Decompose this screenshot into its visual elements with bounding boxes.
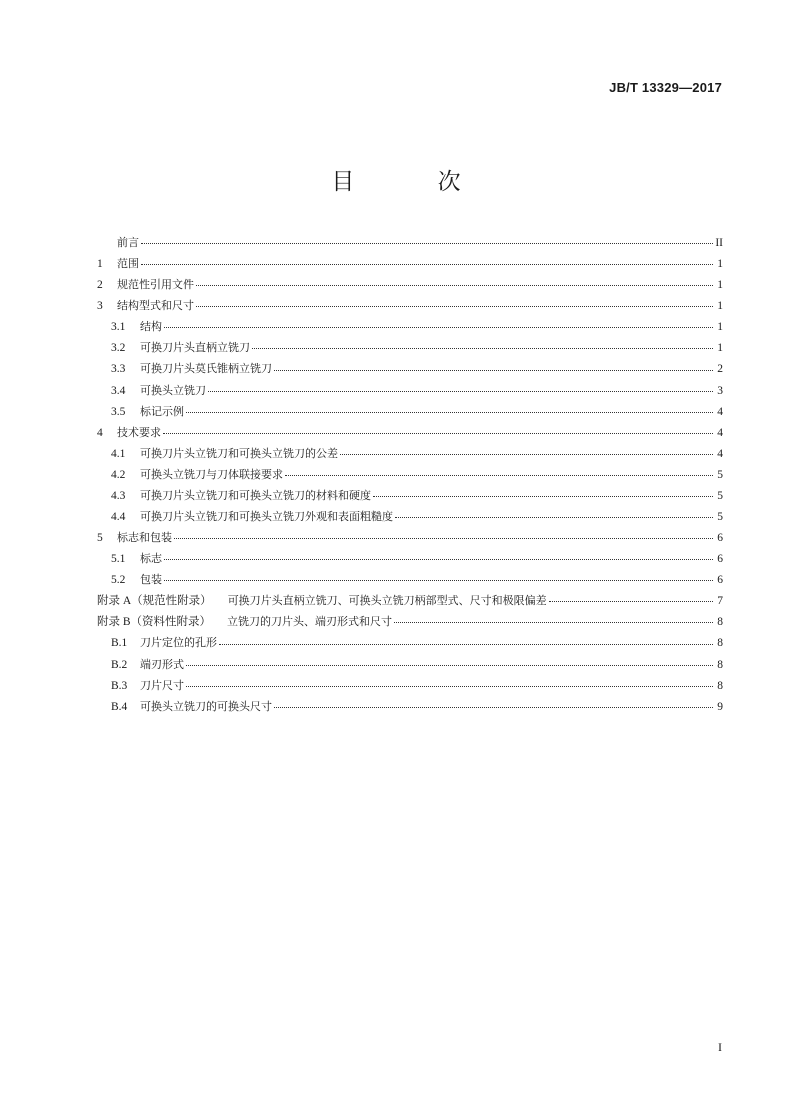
toc-entry-number: 1 bbox=[97, 258, 103, 271]
toc-entry[interactable] bbox=[97, 422, 723, 443]
toc-entry-label: 可换头立铣刀 bbox=[140, 383, 206, 397]
page-number: I bbox=[718, 1040, 722, 1054]
toc-entry[interactable] bbox=[97, 401, 723, 422]
dot-leader bbox=[174, 537, 713, 539]
toc-entry-number: B.3 bbox=[111, 679, 128, 692]
dot-leader bbox=[186, 685, 713, 687]
standard-code: JB/T 13329—2017 bbox=[609, 80, 722, 95]
toc-entry-label: 可换头立铣刀与刀体联接要求 bbox=[140, 467, 283, 481]
toc-entry-number: 2 bbox=[97, 279, 103, 292]
toc-entry-number: 4 bbox=[97, 426, 103, 439]
toc-entry-number: B.1 bbox=[111, 637, 128, 650]
toc-entry[interactable] bbox=[97, 295, 723, 316]
toc-entry[interactable] bbox=[97, 675, 723, 696]
toc-entry-number: 3.4 bbox=[111, 384, 126, 397]
toc-entry-number: 5.2 bbox=[111, 574, 126, 587]
toc-entry-page: 8 bbox=[717, 616, 723, 629]
toc-entry-number: 附录 B（资料性附录） bbox=[97, 616, 212, 629]
toc-entry-label: 标志和包装 bbox=[117, 531, 172, 545]
toc-entry-label: 范围 bbox=[117, 257, 139, 271]
toc-entry-number: 3 bbox=[97, 300, 103, 313]
toc-entry[interactable] bbox=[97, 548, 723, 569]
toc-entry[interactable] bbox=[97, 506, 723, 527]
toc-entry[interactable] bbox=[97, 380, 723, 401]
toc-entry-label: 技术要求 bbox=[117, 425, 161, 439]
toc-entry-number: 3.1 bbox=[111, 321, 126, 334]
toc-entry-number: 4.4 bbox=[111, 511, 126, 524]
dot-leader bbox=[163, 432, 713, 434]
dot-leader bbox=[285, 474, 713, 476]
toc-entry-page: 1 bbox=[717, 300, 723, 313]
toc-entry[interactable] bbox=[97, 253, 723, 274]
toc-entry[interactable] bbox=[97, 569, 723, 590]
toc-entry-label: 包装 bbox=[140, 573, 162, 587]
toc-entry-label: 可换刀片头立铣刀和可换头立铣刀的材料和硬度 bbox=[140, 488, 371, 502]
dot-leader bbox=[549, 600, 713, 602]
toc-entry-label: 可换刀片头直柄立铣刀 bbox=[140, 341, 250, 355]
dot-leader bbox=[373, 495, 713, 497]
table-of-contents bbox=[97, 232, 723, 717]
toc-entry-page: 1 bbox=[717, 279, 723, 292]
dot-leader bbox=[208, 390, 713, 392]
toc-entry-number: 3.5 bbox=[111, 405, 126, 418]
toc-entry[interactable] bbox=[97, 485, 723, 506]
toc-entry-number: 3.2 bbox=[111, 342, 126, 355]
toc-entry-page: 5 bbox=[717, 489, 723, 502]
dot-leader bbox=[219, 643, 713, 645]
dot-leader bbox=[141, 263, 713, 265]
toc-entry-page: 5 bbox=[717, 468, 723, 481]
toc-entry[interactable] bbox=[97, 632, 723, 653]
toc-entry[interactable] bbox=[97, 611, 723, 632]
toc-entry-label: 可换刀片头立铣刀和可换头立铣刀外观和表面粗糙度 bbox=[140, 510, 393, 524]
dot-leader bbox=[252, 347, 713, 349]
toc-entry-page: 5 bbox=[717, 511, 723, 524]
toc-entry[interactable] bbox=[97, 443, 723, 464]
toc-entry-label: 端刃形式 bbox=[140, 657, 184, 671]
toc-entry-page: 4 bbox=[717, 405, 723, 418]
toc-entry[interactable] bbox=[97, 696, 723, 717]
dot-leader bbox=[340, 453, 713, 455]
toc-entry-label: 标志 bbox=[140, 552, 162, 566]
page-title: 目 次 bbox=[331, 169, 499, 195]
dot-leader bbox=[196, 305, 713, 307]
toc-entry-label: 规范性引用文件 bbox=[117, 278, 194, 292]
toc-entry[interactable] bbox=[97, 358, 723, 379]
toc-entry[interactable] bbox=[97, 337, 723, 358]
toc-entry-page: 7 bbox=[717, 595, 723, 608]
toc-entry[interactable] bbox=[97, 232, 723, 253]
toc-entry-label: 刀片尺寸 bbox=[140, 678, 184, 692]
toc-entry-page: II bbox=[715, 237, 723, 249]
toc-entry-number: 附录 A（规范性附录） bbox=[97, 595, 212, 608]
toc-entry-page: 3 bbox=[717, 384, 723, 397]
toc-entry-label: 标记示例 bbox=[140, 404, 184, 418]
toc-entry-label: 可换刀片头直柄立铣刀、可换头立铣刀柄部型式、尺寸和极限偏差 bbox=[227, 594, 547, 608]
toc-entry-number: 5 bbox=[97, 532, 103, 545]
dot-leader bbox=[395, 516, 713, 518]
toc-entry-page: 4 bbox=[717, 447, 723, 460]
dot-leader bbox=[196, 284, 713, 286]
toc-entry-page: 2 bbox=[717, 363, 723, 376]
toc-entry[interactable] bbox=[97, 654, 723, 675]
toc-entry-page: 6 bbox=[717, 532, 723, 545]
toc-entry-page: 6 bbox=[717, 553, 723, 566]
toc-entry-label: 结构 bbox=[140, 320, 162, 334]
dot-leader bbox=[394, 621, 713, 623]
toc-entry-label: 立铣刀的刀片头、端刃形式和尺寸 bbox=[227, 615, 393, 629]
toc-entry-label: 前言 bbox=[117, 236, 139, 249]
toc-entry[interactable] bbox=[97, 316, 723, 337]
dot-leader bbox=[141, 242, 713, 244]
toc-entry-label: 可换刀片头立铣刀和可换头立铣刀的公差 bbox=[140, 446, 338, 460]
toc-entry-label: 可换头立铣刀的可换头尺寸 bbox=[140, 699, 272, 713]
dot-leader bbox=[164, 558, 713, 560]
toc-entry-number: 5.1 bbox=[111, 553, 126, 566]
toc-entry-page: 1 bbox=[717, 258, 723, 271]
toc-entry[interactable] bbox=[97, 464, 723, 485]
toc-entry-page: 9 bbox=[717, 700, 723, 713]
toc-entry-number: 3.3 bbox=[111, 363, 126, 376]
dot-leader bbox=[274, 706, 713, 708]
toc-entry[interactable] bbox=[97, 527, 723, 548]
toc-entry-page: 6 bbox=[717, 574, 723, 587]
dot-leader bbox=[186, 411, 713, 413]
dot-leader bbox=[274, 369, 713, 371]
toc-entry-number: 4.3 bbox=[111, 489, 126, 502]
toc-entry-page: 4 bbox=[717, 426, 723, 439]
toc-entry-number: 4.1 bbox=[111, 447, 126, 460]
toc-entry[interactable] bbox=[97, 590, 723, 611]
dot-leader bbox=[186, 664, 713, 666]
toc-entry[interactable] bbox=[97, 274, 723, 295]
toc-entry-page: 1 bbox=[717, 321, 723, 334]
toc-entry-page: 8 bbox=[717, 679, 723, 692]
toc-entry-label: 刀片定位的孔形 bbox=[140, 636, 217, 650]
toc-entry-page: 1 bbox=[717, 342, 723, 355]
toc-entry-label: 结构型式和尺寸 bbox=[117, 299, 194, 313]
toc-entry-page: 8 bbox=[717, 658, 723, 671]
dot-leader bbox=[164, 326, 713, 328]
toc-entry-number: B.4 bbox=[111, 700, 128, 713]
toc-entry-number: 4.2 bbox=[111, 468, 126, 481]
toc-entry-number: B.2 bbox=[111, 658, 128, 671]
dot-leader bbox=[164, 579, 713, 581]
toc-entry-label: 可换刀片头莫氏锥柄立铣刀 bbox=[140, 362, 272, 376]
toc-entry-page: 8 bbox=[717, 637, 723, 650]
